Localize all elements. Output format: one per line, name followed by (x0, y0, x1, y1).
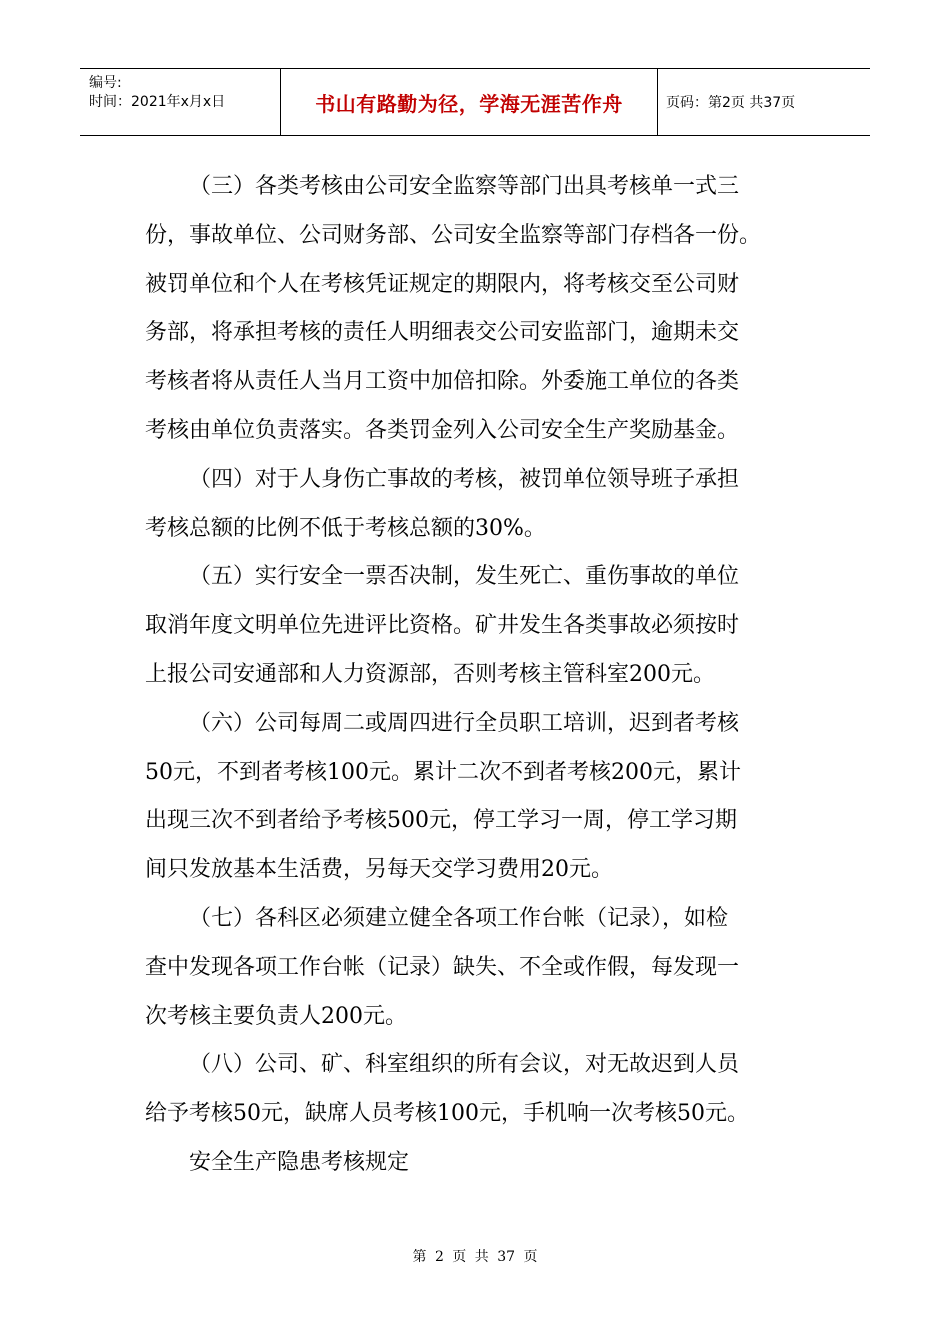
section-heading: 安全生产隐患考核规定 (189, 1149, 410, 1175)
paragraph-6: （六）公司每周二或周四进行全员职工培训，迟到者考核 50元，不到者考核100元。累计二次不到者考核200元，累计 出现三次不到者给予考核500元，停工学习一周，停工学习期 间只发放基本生活费，另每天交学习费用20元。 (145, 710, 741, 883)
document-body (145, 163, 815, 1188)
paragraph-5: （五）实行安全一票否决制，发生死亡、重伤事故的单位 取消年度文明单位先进评比资格。矿井发生各类事故必须按时 上报公司安通部和人力资源部，否则考核主管科室200元。 (145, 564, 740, 687)
paragraph-8: （八）公司、矿、科室组织的所有会议，对无故迟到人员 给予考核50元，缺席人员考核100元，手机响一次考核50元。 (145, 1052, 749, 1127)
page-footer: 第 2 页 共 37 页 (412, 1249, 538, 1265)
document-date: 时间：2021年x月x日 (89, 94, 226, 110)
page-header (80, 68, 870, 136)
header-page-info: 页码：第2页 共37页 (666, 95, 796, 111)
header-meta (80, 69, 281, 135)
paragraph-3: （三）各类考核由公司安全监察等部门出具考核单一式三 份，事故单位、公司财务部、公司安全监察等部门存档各一份。 被罚单位和个人在考核凭证规定的期限内，将考核交至公司财 务部，将承担考核的责任人明细表交公司安监部门，逾期未交 考核者将从责任人当月工资中加倍扣除。外委施工单位的各类 考核由单位负责落实。各类罚金列入公司安全生产奖励基金。 (145, 174, 762, 443)
paragraph-7: （七）各科区必须建立健全各项工作台帐（记录），如检 查中发现各项工作台帐（记录）缺失、不全或作假，每发现一 次考核主要负责人200元。 (145, 905, 740, 1029)
header-motto: 书山有路勤为径，学海无涯苦作舟 (281, 69, 658, 135)
paragraph-4: （四）对于人身伤亡事故的考核，被罚单位领导班子承担 考核总额的比例不低于考核总额的30%。 (145, 466, 740, 541)
document-number-label: 编号: (89, 75, 122, 91)
